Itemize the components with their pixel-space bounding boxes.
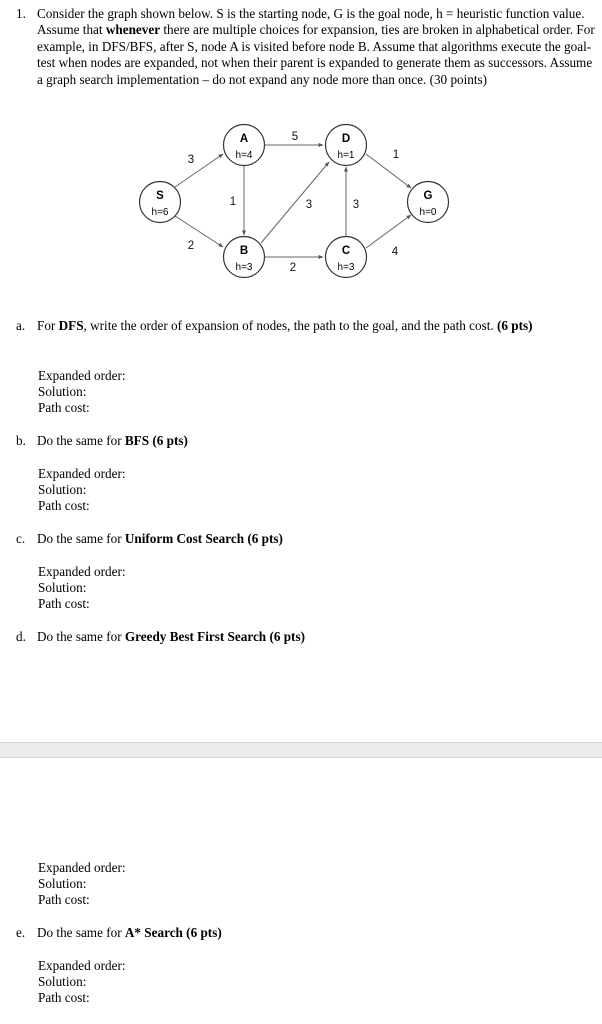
question-e-label: e.	[16, 925, 26, 940]
node-b	[224, 237, 265, 278]
question-c-label: c.	[16, 531, 26, 546]
answer-block-a	[38, 368, 126, 416]
question-a: a. For DFS, write the order of expansion of nodes, the path to the goal, and the path cost. (6 pts)	[16, 318, 533, 333]
problem-text: Consider the graph shown below. S is the starting node, G is the goal node, h = heuristic function value. Assume that whenever there are multiple choices for expansion, ties are broken in alphabetical order. For example, in DFS/BFS, after S, node A is visited before node B. Assume that algorithms execute the goal-test when nodes are expanded, not when their parent is expanded to generate them as successors. Assume a graph search implementation – do not expand any node more than once. (30 points)	[37, 6, 595, 87]
node-g-h: h=0	[419, 207, 437, 218]
weight-c-d: 3	[352, 199, 360, 211]
question-e: e. Do the same for A* Search (6 pts)	[16, 925, 222, 940]
search-graph	[0, 118, 602, 288]
weight-s-b: 2	[187, 240, 195, 252]
node-a	[224, 125, 265, 166]
solution-label: Solution:	[38, 482, 87, 497]
node-d-label: D	[341, 133, 351, 145]
edge-s-a	[175, 154, 223, 187]
node-s-h: h=6	[151, 207, 169, 218]
page-break-separator	[0, 742, 602, 758]
path-cost-label: Path cost:	[38, 596, 90, 611]
question-a-label: a.	[16, 318, 26, 333]
weight-a-b: 1	[229, 196, 237, 208]
problem-number: 1.	[16, 6, 26, 21]
weight-c-g: 4	[391, 246, 399, 258]
node-b-label: B	[239, 245, 249, 257]
node-s-label: S	[156, 190, 164, 202]
question-d-label: d.	[16, 629, 26, 644]
problem-statement	[16, 6, 596, 88]
answer-block-c	[38, 564, 126, 612]
weight-s-a: 3	[187, 154, 195, 166]
weight-d-g: 1	[392, 149, 400, 161]
expanded-order-label: Expanded order:	[38, 564, 126, 579]
weight-b-d: 3	[305, 199, 313, 211]
weight-b-c: 2	[289, 262, 297, 274]
expanded-order-label: Expanded order:	[38, 466, 126, 481]
node-d-h: h=1	[337, 150, 355, 161]
answer-block-b	[38, 466, 126, 514]
question-c: c. Do the same for Uniform Cost Search (6 pts)	[16, 531, 283, 546]
edge-c-g	[366, 215, 411, 248]
path-cost-label: Path cost:	[38, 892, 90, 907]
weight-a-d: 5	[291, 131, 299, 143]
node-d	[326, 125, 367, 166]
question-d: d. Do the same for Greedy Best First Search (6 pts)	[16, 629, 305, 644]
node-a-h: h=4	[235, 150, 253, 161]
node-c-h: h=3	[337, 262, 355, 273]
solution-label: Solution:	[38, 384, 87, 399]
edge-s-b	[175, 216, 223, 247]
solution-label: Solution:	[38, 876, 87, 891]
node-g-label: G	[423, 190, 433, 202]
answer-block-e	[38, 958, 126, 1006]
question-b-label: b.	[16, 433, 26, 448]
path-cost-label: Path cost:	[38, 990, 90, 1005]
emphasis-whenever: whenever	[105, 22, 161, 38]
question-b: b. Do the same for BFS (6 pts)	[16, 433, 188, 448]
path-cost-label: Path cost:	[38, 400, 90, 415]
answer-block-d	[38, 860, 126, 908]
node-c	[326, 237, 367, 278]
edge-b-d	[261, 162, 329, 243]
node-s	[140, 182, 181, 223]
node-b-h: h=3	[235, 262, 253, 273]
node-g	[408, 182, 449, 223]
edge-d-g	[366, 154, 411, 188]
path-cost-label: Path cost:	[38, 498, 90, 513]
expanded-order-label: Expanded order:	[38, 958, 126, 973]
solution-label: Solution:	[38, 974, 87, 989]
expanded-order-label: Expanded order:	[38, 368, 126, 383]
expanded-order-label: Expanded order:	[38, 860, 126, 875]
node-c-label: C	[341, 245, 351, 257]
node-a-label: A	[239, 133, 249, 145]
solution-label: Solution:	[38, 580, 87, 595]
